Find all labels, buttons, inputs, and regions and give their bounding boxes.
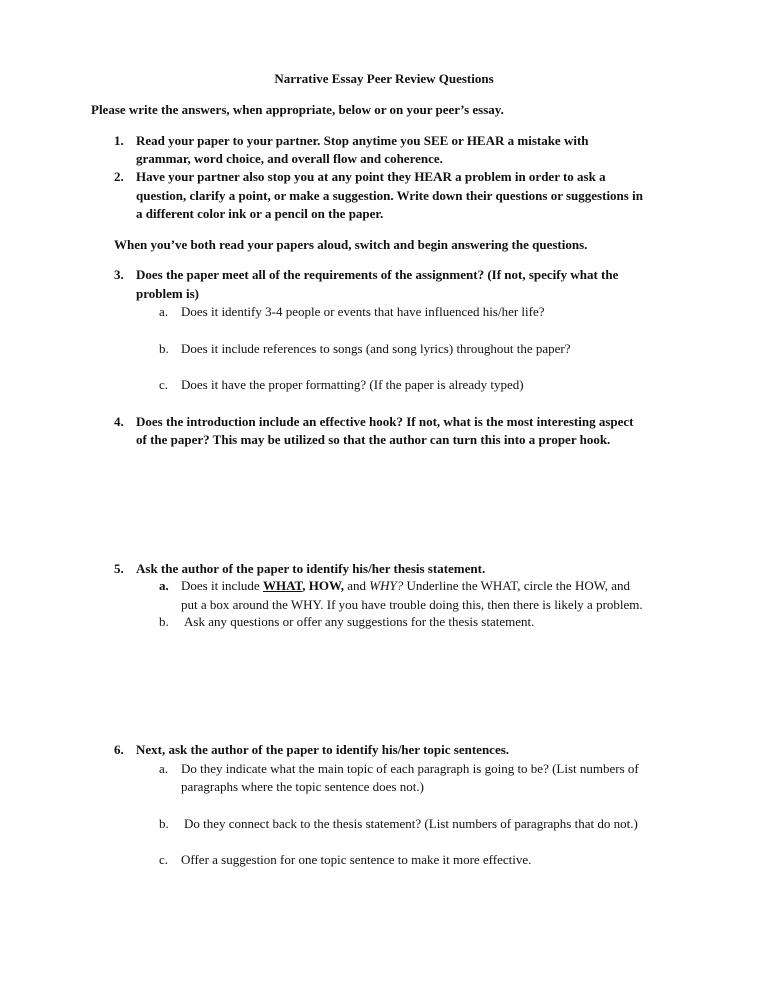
sub-item-letter: a. — [159, 761, 169, 776]
question-text-line: Ask the author of the paper to identify his/her thesis statement. — [136, 561, 486, 576]
sub-item-letter: c. — [159, 377, 169, 392]
sub-item-letter: a. — [159, 304, 169, 319]
sub-item-text: paragraphs where the topic sentence does not.) — [181, 779, 424, 794]
sub-item-text: Do they connect back to the thesis statement? (List numbers of paragraphs that do not.) — [184, 816, 638, 831]
question-number: 5. — [114, 561, 124, 576]
sub-item-text-part: Does it include — [181, 578, 263, 593]
sub-item-text: Does it include references to songs (and song lyrics) throughout the paper? — [181, 341, 571, 356]
question-text-line: problem is) — [136, 286, 199, 301]
sub-item-letter: b. — [159, 614, 169, 629]
sub-item-text-part: Underline the WHAT, circle the HOW, and — [403, 578, 631, 593]
and-word: and — [344, 578, 370, 593]
page-title: Narrative Essay Peer Review Questions — [274, 71, 494, 86]
item-text-line: Read your paper to your partner. Stop anytime you SEE or HEAR a mistake with — [136, 133, 589, 148]
question-text-line: Next, ask the author of the paper to identify his/her topic sentences. — [136, 742, 510, 757]
sub-item-text — [181, 577, 630, 595]
comma-separator: , — [302, 578, 309, 593]
question-text-line: Does the paper meet all of the requirements of the assignment? (If not, specify what the — [136, 267, 619, 282]
item-text-line: a different color ink or a pencil on the paper. — [136, 206, 384, 221]
sub-item-letter: b. — [159, 816, 169, 831]
item-text-line: grammar, word choice, and overall flow and coherence. — [136, 151, 443, 166]
question-number: 4. — [114, 414, 124, 429]
sub-item-text: Offer a suggestion for one topic sentence to make it more effective. — [181, 852, 532, 867]
sub-item-text: Do they indicate what the main topic of each paragraph is going to be? (List numbers of — [181, 761, 639, 776]
question-number: 3. — [114, 267, 124, 282]
question-text-line: Does the introduction include an effective hook? If not, what is the most interesting aspect — [136, 414, 634, 429]
sub-item-text: Does it have the proper formatting? (If the paper is already typed) — [181, 377, 524, 392]
sub-item-text: Ask any questions or offer any suggestions for the thesis statement. — [184, 614, 535, 629]
sub-item-letter: c. — [159, 852, 169, 867]
item-number: 2. — [114, 169, 124, 184]
item-text-line: question, clarify a point, or make a suggestion. Write down their questions or suggestions in — [136, 188, 643, 203]
sub-item-letter: b. — [159, 341, 169, 356]
intro-instructions: Please write the answers, when appropriate, below or on your peer’s essay. — [91, 102, 504, 117]
how-keyword: HOW, — [308, 578, 344, 593]
sub-item-text: put a box around the WHY. If you have trouble doing this, then there is likely a problem. — [181, 597, 643, 612]
question-number: 6. — [114, 742, 124, 757]
why-keyword: WHY? — [369, 578, 404, 593]
sub-item-text: Does it identify 3-4 people or events that have influenced his/her life? — [181, 304, 545, 319]
item-number: 1. — [114, 133, 124, 148]
what-keyword: WHAT — [262, 578, 303, 593]
switch-note: When you’ve both read your papers aloud, switch and begin answering the questions. — [114, 237, 588, 252]
sub-item-letter: a. — [159, 578, 169, 593]
question-text-line: of the paper? This may be utilized so that the author can turn this into a proper hook. — [136, 432, 611, 447]
item-text-line: Have your partner also stop you at any point they HEAR a problem in order to ask a — [136, 169, 606, 184]
